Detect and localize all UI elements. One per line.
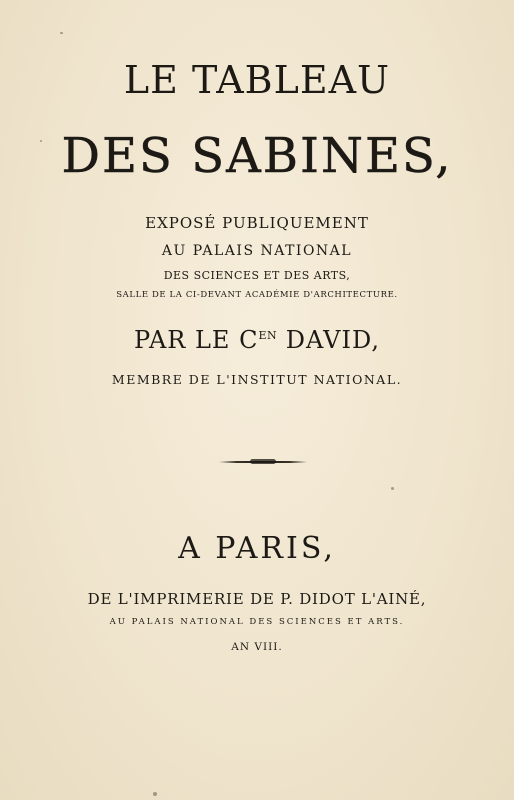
title-line-2: DES SABINES, [61,128,453,184]
subtitle-line-1: EXPOSÉ PUBLIQUEMENT [145,214,369,232]
subtitle-line-2: AU PALAIS NATIONAL [161,243,353,259]
imprint-printer: DE L'IMPRIMERIE DE P. DIDOT L'AINÉ, [87,590,427,608]
subtitle-line-4: SALLE DE LA CI-DEVANT ACADÉMIE D'ARCHITECTURE. [116,290,398,300]
imprint-date: AN VIII. [231,641,283,653]
paper-speck [391,487,394,490]
paper-speck [153,792,157,796]
paper-speck [40,140,42,142]
paper-speck [60,32,63,34]
imprint-address: AU PALAIS NATIONAL DES SCIENCES ET ARTS. [109,617,405,627]
ornamental-rule-center [250,459,276,464]
author-title-superscript: EN [258,329,278,342]
author-line [0,326,514,354]
author-affiliation: MEMBRE DE L'INSTITUT NATIONAL. [111,372,403,387]
subtitle-line-3: DES SCIENCES ET DES ARTS, [163,269,351,282]
imprint-city: A PARIS, [178,531,336,566]
author-name: DAVID, [285,326,380,354]
title-line-1: LE TABLEAU [123,58,391,102]
author-prefix: PAR LE C [134,326,259,354]
